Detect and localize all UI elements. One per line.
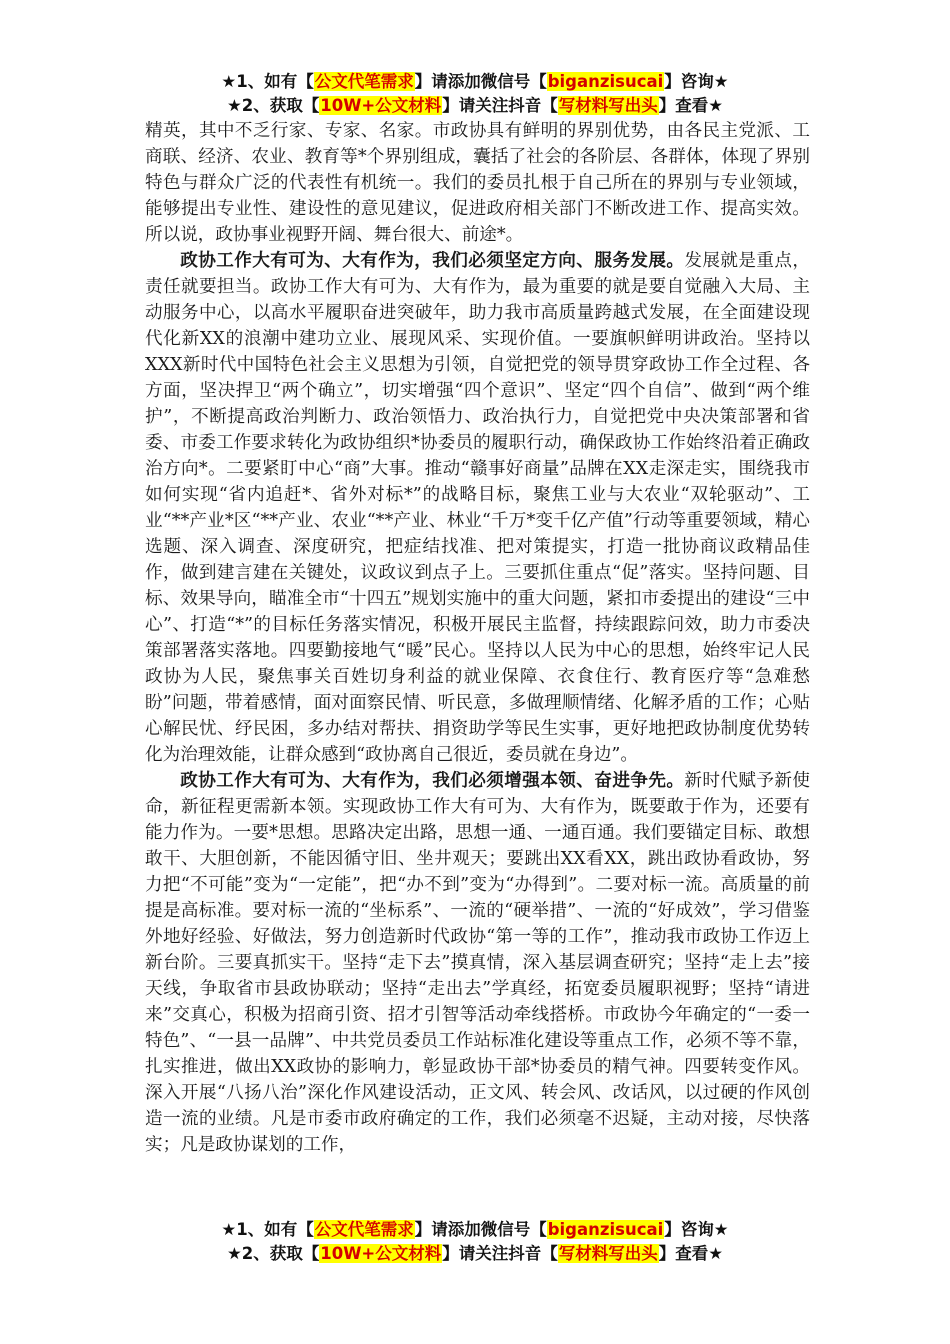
highlight-douyin-id: 写材料写出头: [558, 96, 658, 115]
banner-emphasis: 添加: [447, 1220, 481, 1239]
banner-text: 】咨询★: [664, 72, 729, 91]
paragraph-3: [145, 768, 810, 1158]
banner-text: 微信号【: [480, 1220, 547, 1239]
star-icon: ★: [221, 72, 237, 91]
banner-text: 2、获取【: [241, 1244, 320, 1263]
banner-line-1: [0, 1218, 950, 1242]
highlight-materials: 10W+公文材料: [320, 1244, 442, 1263]
document-body: [145, 118, 810, 1158]
banner-text: 微信号【: [480, 72, 547, 91]
banner-text: 1、如有【: [236, 1220, 314, 1239]
banner-line-1: [0, 70, 950, 94]
highlight-wechat-id: biganzisucai: [547, 1220, 664, 1239]
header-banner: [0, 70, 950, 118]
banner-text: 2、获取【: [241, 96, 320, 115]
star-icon: ★: [226, 96, 242, 115]
banner-text: 1、如有【: [236, 72, 314, 91]
banner-line-2: [0, 1242, 950, 1266]
paragraph-2-heading: 政协工作大有可为、大有作为，我们必须坚定方向、服务发展。: [180, 251, 685, 271]
banner-text: 】查看★: [658, 96, 724, 115]
paragraph-3-heading: 政协工作大有可为、大有作为，我们必须增强本领、奋进争先。: [180, 771, 685, 791]
banner-text: 抖音【: [508, 1244, 558, 1263]
highlight-service: 公文代笔需求: [314, 1220, 414, 1239]
footer-banner: [0, 1218, 950, 1266]
paragraph-2-text: 发展就是重点，责任就要担当。政协工作大有可为、大有作为，最为重要的就是要自觉融入大局、主动服务中心，以高水平履职奋进突破年，助力我市高质量跨越式发展，在全面建设现代化新XX的浪潮中建功立业、展现风采、实现价值。一要旗帜鲜明讲政治。坚持以XXX新时代中国特色社会主义思想为引领，自觉把党的领导贯穿政协工作全过程、各方面，坚决捍卫“两个确立”，切实增强“四个意识”、坚定“四个自信”、做到“两个维护”，不断提高政治判断力、政治领悟力、政治执行力，自觉把党中央决策部署和省委、市委工作要求转化为政协组织*协委员的履职行动，确保政协工作始终沿着正确政治方向*。二要紧盯中心“商”大事。推动“赣事好商量”品牌在XX走深走实，围绕我市如何实现“省内追赶*、省外对标*”的战略目标，聚焦工业与大农业“双轮驱动”、工业“**产业*区“**产业、农业“**产业、林业“千万*变千亿产值”行动等重要领域，精心选题、深入调查、深度研究，把症结找准、把对策提实，打造一批协商议政精品佳作，做到建言建在关键处，议政议到点子上。三要抓住重点“促”落实。坚持问题、目标、效果导向，瞄准全市“十四五”规划实施中的重大问题，紧扣市委提出的建设“三中心”、打造“*”的目标任务落实情况，积极开展民主监督，持续跟踪问效，助力市委决策部署落实落地。四要勤接地气“暖”民心。坚持以人民为中心的思想，始终牢记人民政协为人民，聚焦事关百姓切身利益的就业保障、衣食住行、教育医疗等“急难愁盼”问题，带着感情，面对面察民情、听民意，多做理顺情绪、化解矛盾的工作；心贴心解民忧、纾民困，多办结对帮扶、捐资助学等民生实事，更好地把政协制度优势转化为治理效能，让群众感到“政协离自己很近，委员就在身边”。: [145, 251, 810, 765]
highlight-materials: 10W+公文材料: [320, 96, 442, 115]
banner-text: 】请: [414, 72, 448, 91]
banner-emphasis: 添加: [447, 72, 481, 91]
banner-text: 】咨询★: [664, 1220, 729, 1239]
star-icon: ★: [226, 1244, 242, 1263]
banner-emphasis: 关注: [475, 1244, 509, 1263]
paragraph-1: 精英，其中不乏行家、专家、名家。市政协具有鲜明的界别优势，由各民主党派、工商联、经济、农业、教育等*个界别组成，囊括了社会的各阶层、各群体，体现了界别特色与群众广泛的代表性有机统一。我们的委员扎根于自己所在的界别与专业领域，能够提出专业性、建设性的意见建议，促进政府相关部门不断改进工作、提高实效。所以说，政协事业视野开阔、舞台很大、前途*。: [145, 121, 810, 245]
paragraph-2: [145, 248, 810, 768]
highlight-service: 公文代笔需求: [314, 72, 414, 91]
banner-text: 抖音【: [508, 96, 558, 115]
highlight-douyin-id: 写材料写出头: [558, 1244, 658, 1263]
banner-text: 】请: [442, 1244, 476, 1263]
highlight-wechat-id: biganzisucai: [547, 72, 664, 91]
paragraph-3-text: 新时代赋予新使命，新征程更需新本领。实现政协工作大有可为、大有作为，既要敢于作为，还要有能力作为。一要*思想。思路决定出路，思想一通、一通百通。我们要锚定目标、敢想敢干、大胆创新，不能因循守旧、坐井观天；要跳出XX看XX，跳出政协看政协，努力把“不可能”变为“一定能”，把“办不到”变为“办得到”。二要对标一流。高质量的前提是高标准。要对标一流的“坐标系”、一流的“硬举措”、一流的“好成效”，学习借鉴外地好经验、好做法，努力创造新时代政协“第一等的工作”，推动我市政协工作迈上新台阶。三要真抓实干。坚持“走下去”摸真情，深入基层调查研究；坚持“走上去”接天线，争取省市县政协联动；坚持“走出去”学真经，拓宽委员履职视野；坚持“请进来”交真心，积极为招商引资、招才引智等活动牵线搭桥。市政协今年确定的“一委一特色”、“一县一品牌”、中共党员委员工作站标准化建设等重点工作，必须不等不靠，扎实推进，做出XX政协的影响力，彰显政协干部*协委员的精气神。四要转变作风。深入开展“八扬八治”深化作风建设活动，正文风、转会风、改话风，以过硬的作风创造一流的业绩。凡是市委市政府确定的工作，我们必须毫不迟疑，主动对接，尽快落实；凡是政协谋划的工作，: [145, 771, 810, 1155]
banner-text: 】查看★: [658, 1244, 724, 1263]
banner-text: 】请: [414, 1220, 448, 1239]
banner-text: 】请: [442, 96, 476, 115]
star-icon: ★: [221, 1220, 237, 1239]
banner-emphasis: 关注: [475, 96, 509, 115]
banner-line-2: [0, 94, 950, 118]
